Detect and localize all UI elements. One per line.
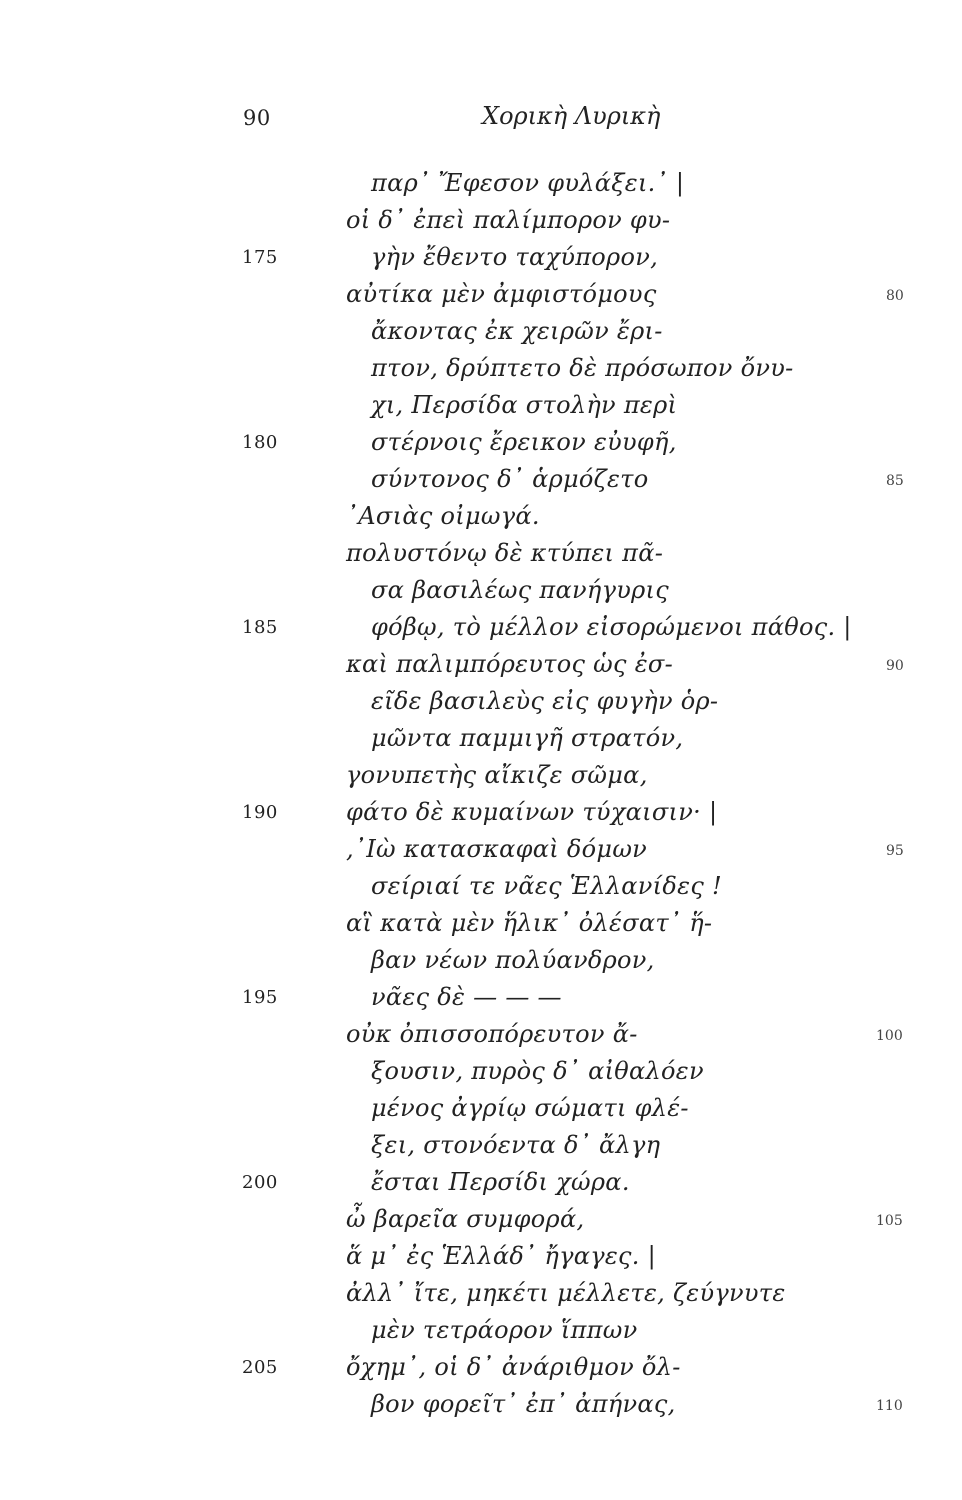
- verse-line: ,᾽Ιὼ κατασκαφαὶ δόμων: [346, 835, 648, 863]
- verse-line: μένος ἀγρίῳ σώματι φλέ-: [371, 1094, 689, 1122]
- line-number: 190: [242, 802, 278, 823]
- verse-line: παρ᾽ Ἔφεσον φυλάξει.᾽ |: [371, 169, 685, 197]
- line-number: 205: [242, 1357, 278, 1378]
- verse-line: ἀλλ᾽ ἴτε, μηκέτι μέλλετε, ζεύγνυτε: [346, 1279, 786, 1307]
- line-number: 90: [886, 658, 904, 674]
- verse-line: σείριαί τε νᾶες Ἑλλανίδες !: [371, 872, 722, 900]
- verse-line: ὄχημ᾽, οἱ δ᾽ ἀνάριθμον ὄλ-: [346, 1353, 681, 1381]
- verse-line: πτον, δρύπτετο δὲ πρόσωπον ὄνυ-: [371, 354, 794, 382]
- page-number: 90: [243, 106, 271, 130]
- verse-line: βαν νέων πολύανδρον,: [371, 946, 655, 974]
- verse-line: αὐτίκα μὲν ἀμφιστόμους: [346, 280, 657, 308]
- verse-line: καὶ παλιμπόρευτος ὡς ἐσ-: [346, 650, 673, 678]
- line-number: 200: [242, 1172, 278, 1193]
- verse-line: σύντονος δ᾽ ἁρμόζετο: [371, 465, 649, 493]
- verse-line: χι, Περσίδα στολὴν περὶ: [371, 391, 678, 419]
- verse-line: ἅ μ᾽ ἐς Ἑλλάδ᾽ ἤγαγες. |: [346, 1242, 657, 1270]
- line-number: 105: [876, 1213, 903, 1229]
- verse-line: ἔσται Περσίδι χώρα.: [371, 1168, 630, 1196]
- line-number: 85: [886, 473, 904, 489]
- running-title: Χορικὴ Λυρικὴ: [482, 102, 661, 130]
- line-number: 195: [242, 987, 278, 1008]
- line-number: 100: [876, 1028, 903, 1044]
- verse-line: φόβῳ, τὸ μέλλον εἰσορώμενοι πάθος. |: [371, 613, 852, 641]
- verse-line: νᾶες δὲ — — —: [371, 983, 562, 1011]
- verse-line: μὲν τετράορον ἵππων: [371, 1316, 638, 1344]
- verse-line: γὴν ἔθεντο ταχύπορον,: [371, 243, 659, 271]
- line-number: 175: [242, 247, 278, 268]
- verse-line: ᾽Ασιὰς οἰμωγά.: [346, 502, 540, 530]
- verse-line: οἱ δ᾽ ἐπεὶ παλίμπορον φυ-: [346, 206, 671, 234]
- verse-line: βον φορεῖτ᾽ ἐπ᾽ ἀπήνας,: [371, 1390, 676, 1418]
- verse-line: εῖδε βασιλεὺς εἰς φυγὴν ὁρ-: [371, 687, 719, 715]
- line-number: 80: [886, 288, 904, 304]
- line-number: 95: [886, 843, 904, 859]
- verse-line: μῶντα παμμιγῆ στρατόν,: [371, 724, 684, 752]
- verse-line: ξει, στονόεντα δ᾽ ἄλγη: [371, 1131, 661, 1159]
- verse-line: ἄκοντας ἐκ χειρῶν ἔρι-: [371, 317, 663, 345]
- verse-line: πολυστόνῳ δὲ κτύπει πᾶ-: [346, 539, 664, 567]
- verse-line: οὐκ ὀπισσοπόρευτον ἄ-: [346, 1020, 638, 1048]
- verse-line: σα βασιλέως πανήγυρις: [371, 576, 669, 604]
- verse-line: γονυπετὴς αἴκιζε σῶμα,: [346, 761, 648, 789]
- verse-line: στέρνοις ἔρεικον εὐυφῆ,: [371, 428, 677, 456]
- line-number: 180: [242, 432, 278, 453]
- verse-line: ὦ βαρεῖα συμφορά,: [346, 1205, 585, 1233]
- line-number: 185: [242, 617, 278, 638]
- verse-line: αἳ κατὰ μὲν ἥλικ᾽ ὀλέσατ᾽ ἥ-: [346, 909, 713, 937]
- verse-line: φάτο δὲ κυμαίνων τύχαισιν· |: [346, 798, 718, 826]
- verse-line: ξουσιν, πυρὸς δ᾽ αἰθαλόεν: [371, 1057, 704, 1085]
- line-number: 110: [876, 1398, 903, 1414]
